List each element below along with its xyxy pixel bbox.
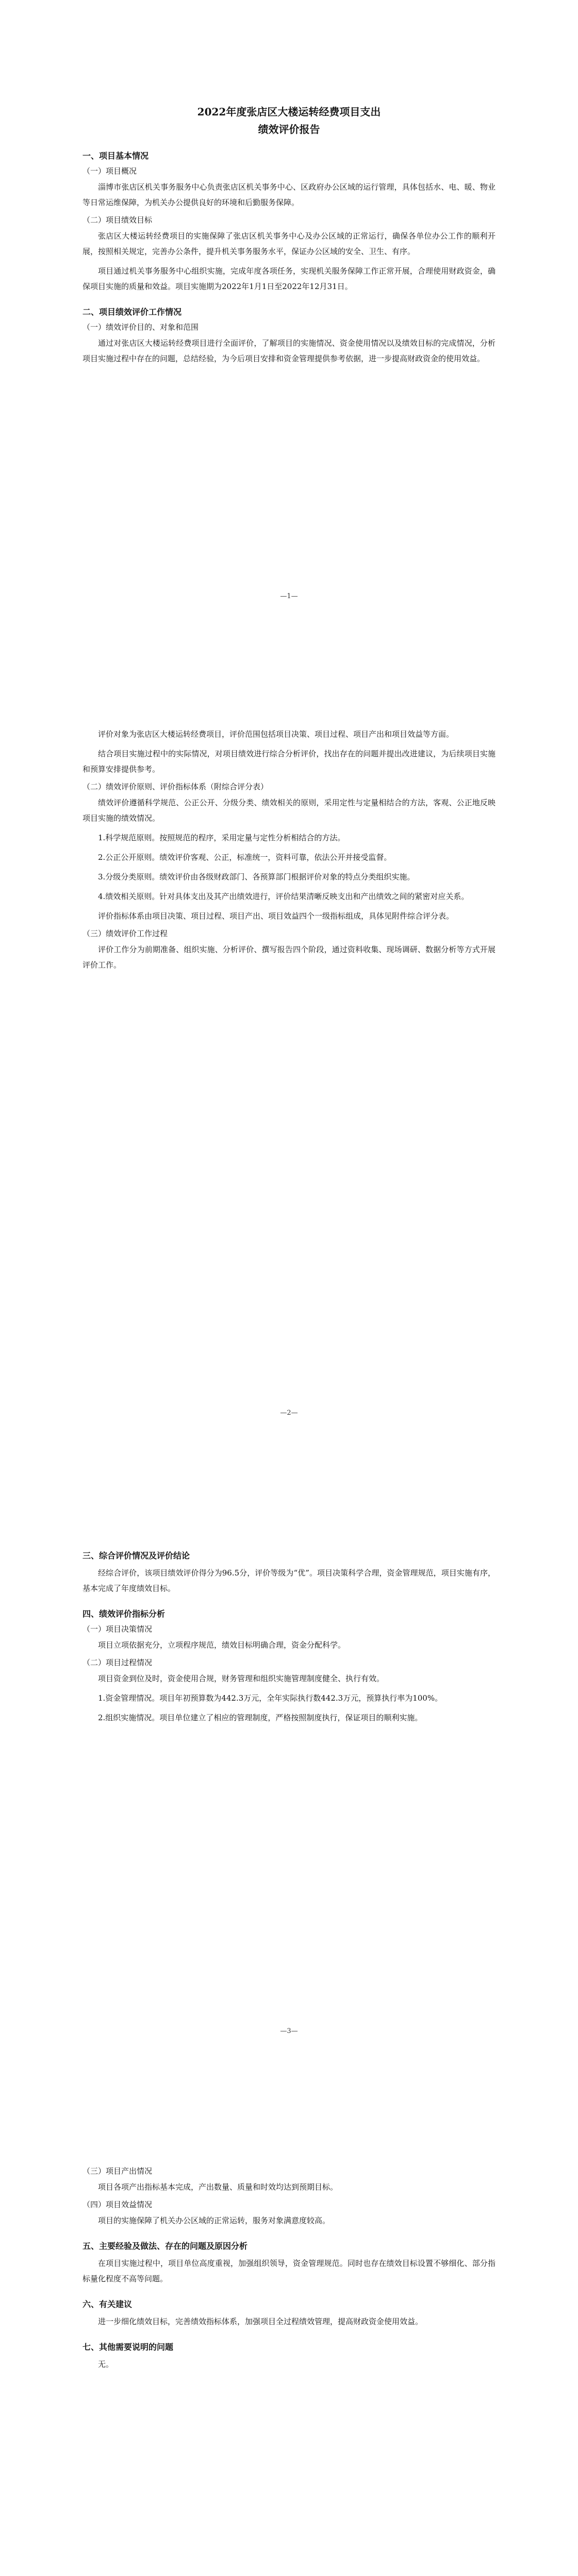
- section-2-3-heading: （三）绩效评价工作过程: [82, 929, 168, 938]
- paragraph: 结合项目实施过程中的实际情况，对项目绩效进行综合分析评价，找出存在的问题并提出改进建议，为后续项目实施和预算安排提供参考。: [82, 749, 496, 774]
- section-5-heading: 五、主要经验及做法、存在的问题及原因分析: [82, 2241, 248, 2251]
- paragraph: 1.科学规范原则。按照规范的程序，采用定量与定性分析相结合的方法。: [98, 833, 345, 842]
- paragraph: 3.分级分类原则。绩效评价由各级财政部门、各预算部门根据评价对象的特点分类组织实施。: [98, 872, 415, 882]
- paragraph: 项目资金到位及时，资金使用合规，财务管理和组织实施管理制度健全、执行有效。: [98, 1674, 385, 1683]
- section-2-1-heading: （一）绩效评价目的、对象和范围: [82, 323, 199, 332]
- paragraph: 项目的实施保障了机关办公区域的正常运转，服务对象满意度较高。: [98, 2216, 331, 2225]
- section-6-heading: 六、有关建议: [82, 2299, 133, 2309]
- page-4-content: [82, 2161, 496, 2376]
- page-3: [0, 1435, 578, 2058]
- section-4-2-heading: （二）项目过程情况: [82, 1658, 153, 1667]
- page-1: [0, 0, 578, 623]
- section-4-1-heading: （一）项目决策情况: [82, 1624, 153, 1634]
- paragraph: 进一步细化绩效目标，完善绩效指标体系，加强项目全过程绩效管理，提高财政资金使用效益。: [98, 2317, 423, 2326]
- paragraph: 通过对张店区大楼运转经费项目进行全面评价，了解项目的实施情况、资金使用情况以及绩效目标的完成情况，分析项目实施过程中存在的问题，总结经验，为今后项目安排和资金管理提供参考依据，进一步提高财政资金的使用效益。: [82, 338, 496, 363]
- page-3-content: [82, 1538, 496, 1730]
- section-4-3-heading: （三）项目产出情况: [82, 2166, 153, 2176]
- paragraph: 经综合评价，该项目绩效评价得分为96.5分，评价等级为“优”。项目决策科学合理，资金管理规范，项目实施有序，基本完成了年度绩效目标。: [82, 1568, 496, 1593]
- page-number: —1—: [280, 592, 298, 600]
- paragraph: 张店区大楼运转经费项目的实施保障了张店区机关事务中心及办公区域的正常运行，确保各单位办公工作的顺利开展，按照相关规定，完善办公条件，提升机关事务服务水平，保证办公区域的安全、卫生、有序。: [82, 231, 496, 256]
- section-4-heading: 四、绩效评价指标分析: [82, 1609, 166, 1619]
- paragraph: 评价对象为张店区大楼运转经费项目，评价范围包括项目决策、项目过程、项目产出和项目效益等方面。: [98, 730, 454, 739]
- page-number: —3—: [280, 2027, 298, 2035]
- page-2-content: [82, 726, 496, 977]
- page-number: —2—: [280, 1409, 298, 1417]
- section-2-heading: 二、项目绩效评价工作情况: [82, 307, 182, 317]
- paragraph: 项目通过机关事务服务中心组织实施，完成年度各项任务，实现机关服务保障工作正常开展，合理使用财政资金，确保项目实施的质量和效益。项目实施期为2022年1月1日至2022年12月31日。: [82, 266, 496, 291]
- report-title: [82, 103, 496, 138]
- paragraph: 项目立项依据充分，立项程序规范，绩效目标明确合理，资金分配科学。: [98, 1640, 346, 1650]
- section-1-heading: 一、项目基本情况: [82, 151, 149, 161]
- paragraph: 4.绩效相关原则。针对具体支出及其产出绩效进行，评价结果清晰反映支出和产出绩效之间的紧密对应关系。: [98, 892, 469, 901]
- section-3-heading: 三、综合评价情况及评价结论: [82, 1551, 190, 1561]
- paragraph: 绩效评价遵循科学规范、公正公开、分级分类、绩效相关的原则，采用定性与定量相结合的方法，客观、公正地反映项目实施的绩效情况。: [82, 798, 496, 823]
- page-2: [0, 623, 578, 1435]
- paragraph: 1.资金管理情况。项目年初预算数为442.3万元，全年实际执行数442.3万元，预算执行率为100%。: [98, 1693, 443, 1703]
- paragraph: 2.公正公开原则。绩效评价客观、公正，标准统一，资料可靠，依法公开并接受监督。: [98, 853, 392, 862]
- paragraph: 评价工作分为前期准备、组织实施、分析评价、撰写报告四个阶段，通过资料收集、现场调研、数据分析等方式开展评价工作。: [82, 945, 496, 970]
- title-line-2: 绩效评价报告: [258, 123, 320, 135]
- paragraph: 项目各项产出指标基本完成，产出数量、质量和时效均达到预期目标。: [98, 2182, 338, 2192]
- section-2-2-heading: （二）绩效评价原则、评价指标体系（附综合评分表）: [82, 782, 269, 791]
- section-4-4-heading: （四）项目效益情况: [82, 2200, 153, 2209]
- page-4: [0, 2058, 578, 2576]
- paragraph: 2.组织实施情况。项目单位建立了相应的管理制度，严格按照制度执行，保证项目的顺利实施。: [98, 1713, 423, 1722]
- title-line-1: 2022年度张店区大楼运转经费项目支出: [197, 106, 381, 118]
- page-1-content: [82, 103, 496, 370]
- section-1-1-heading: （一）项目概况: [82, 166, 137, 176]
- paragraph: 评价指标体系由项目决策、项目过程、项目产出、项目效益四个一级指标组成，具体见附件综合评分表。: [98, 911, 454, 921]
- section-1-2-heading: （二）项目绩效目标: [82, 215, 153, 225]
- paragraph: 在项目实施过程中，项目单位高度重视，加强组织领导，资金管理规范。同时也存在绩效目标设置不够细化、部分指标量化程度不高等问题。: [82, 2259, 496, 2283]
- section-7-heading: 七、其他需要说明的问题: [82, 2342, 174, 2352]
- paragraph: 无。: [98, 2360, 114, 2369]
- paragraph: 淄博市张店区机关事务服务中心负责张店区机关事务中心、区政府办公区域的运行管理，具体包括水、电、暖、物业等日常运维保障，为机关办公提供良好的环境和后勤服务保障。: [82, 182, 496, 207]
